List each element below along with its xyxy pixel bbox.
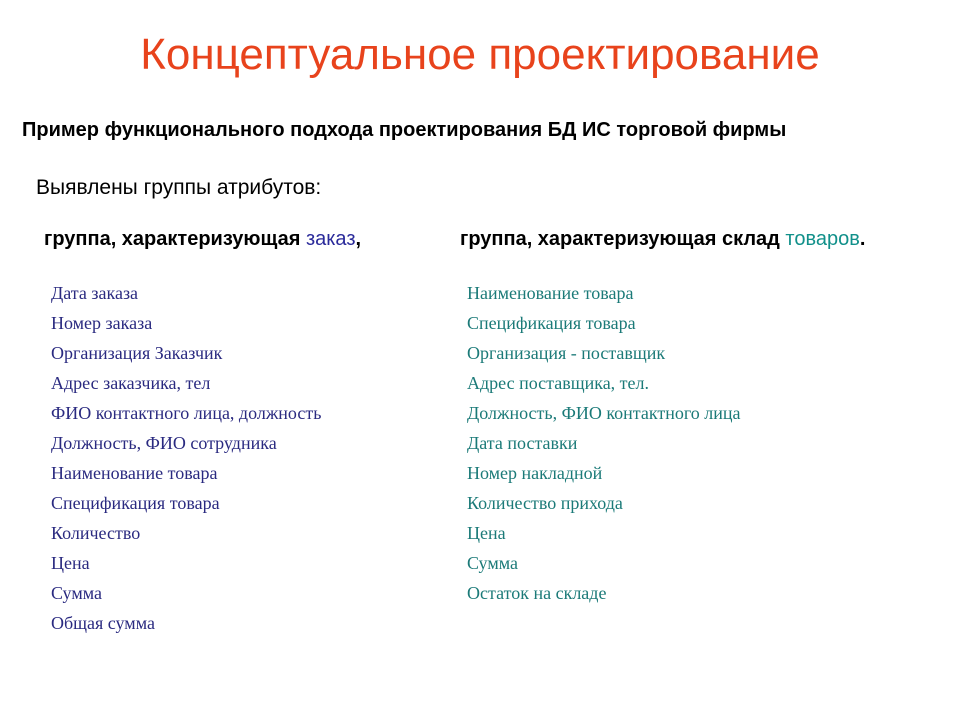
list-item: Адрес поставщика, тел.: [467, 373, 650, 393]
list-item: Наименование товара: [51, 463, 218, 483]
list-item: Дата поставки: [467, 433, 578, 453]
order-group-heading: [44, 228, 361, 251]
list-item: Цена: [51, 553, 90, 573]
list-item: Сумма: [467, 553, 518, 573]
list-item: Спецификация товара: [467, 313, 636, 333]
list-item: Должность, ФИО контактного лица: [467, 403, 741, 423]
list-item: Адрес заказчика, тел: [51, 373, 211, 393]
list-item: Количество прихода: [467, 493, 623, 513]
warehouse-group-accent: товаров: [785, 228, 860, 250]
list-item: Дата заказа: [51, 283, 139, 303]
order-group-accent: заказ: [305, 228, 356, 250]
warehouse-group-prefix: группа, характеризующая склад: [460, 228, 786, 250]
list-item: Сумма: [51, 583, 102, 603]
list-item: Количество: [51, 523, 141, 543]
warehouse-group-suffix: .: [859, 228, 866, 250]
list-item: Общая сумма: [51, 613, 155, 633]
slide-subtitle: Пример функционального подхода проектирования БД ИС торговой фирмы: [22, 119, 787, 141]
warehouse-group-heading: [460, 228, 865, 251]
list-item: ФИО контактного лица, должность: [51, 403, 322, 423]
order-group-suffix: ,: [355, 228, 362, 250]
list-item: Номер заказа: [51, 313, 153, 333]
list-item: Остаток на складе: [467, 583, 607, 603]
intro-text: Выявлены группы атрибутов:: [36, 176, 322, 199]
list-item: Наименование товара: [467, 283, 634, 303]
list-item: Цена: [467, 523, 506, 543]
order-attributes-list: [51, 278, 321, 638]
list-item: Должность, ФИО сотрудника: [51, 433, 277, 453]
order-group-prefix: группа, характеризующая: [44, 228, 306, 250]
warehouse-attributes-list: [467, 278, 741, 608]
list-item: Организация Заказчик: [51, 343, 223, 363]
list-item: Организация - поставщик: [467, 343, 666, 363]
list-item: Спецификация товара: [51, 493, 220, 513]
slide-title: Концептуальное проектирование: [140, 30, 820, 79]
list-item: Номер накладной: [467, 463, 603, 483]
